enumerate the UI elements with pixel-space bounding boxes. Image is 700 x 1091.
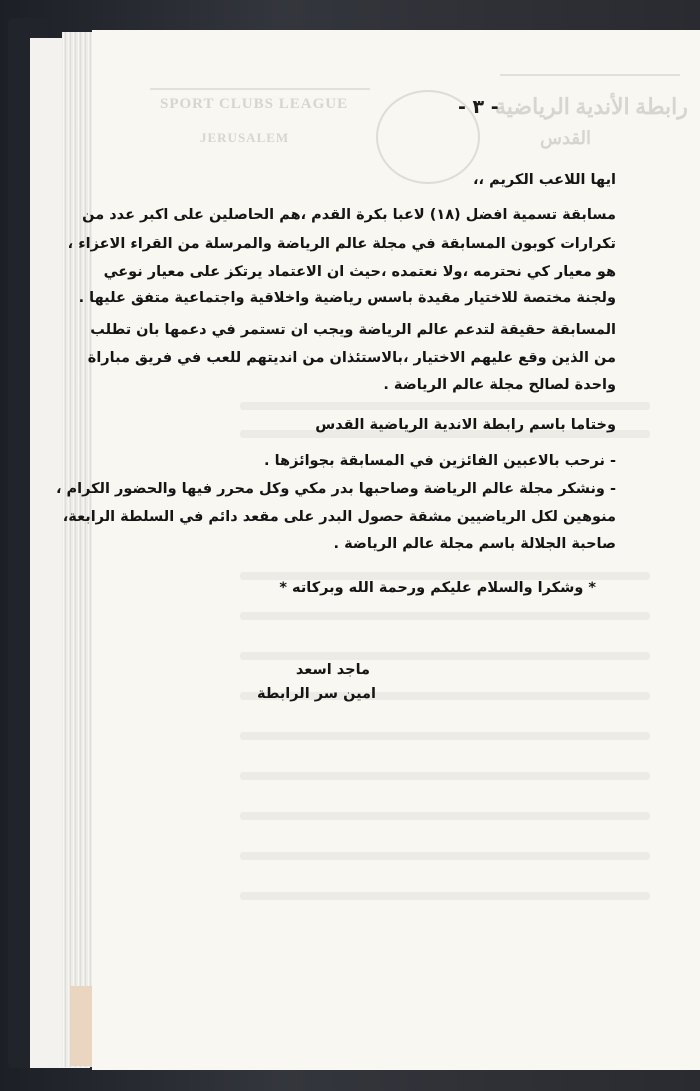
- paragraph-2-line-1: المسابقة حقيقة لتدعم عالم الرياضة ويجب ان تستمر في دعمها بان تطلب: [90, 322, 616, 338]
- ghost-text-line: [240, 652, 650, 660]
- salutation: ايها اللاعب الكريم ،،: [473, 172, 616, 188]
- paragraph-2-line-3: واحدة لصالح مجلة عالم الرياضة .: [383, 377, 616, 393]
- bullet-item: - نرحب بالاعبين الفائزين في المسابقة بجوائزها .: [264, 453, 616, 469]
- ghost-text-line: [240, 732, 650, 740]
- ghost-rule: [500, 74, 680, 76]
- closing-intro: وختاما باسم رابطة الاندية الرياضية القدس: [315, 417, 616, 433]
- ghost-text-line: [240, 572, 650, 580]
- bullet-item: - ونشكر مجلة عالم الرياضة وصاحبها بدر مكي وكل محرر فيها والحضور الكرام ،: [55, 481, 616, 497]
- ghost-text-line: [240, 772, 650, 780]
- paragraph-1-line-2: تكرارات كوبون المسابقة في مجلة عالم الرياضة والمرسلة من القراء الاعزاء ،: [67, 236, 616, 252]
- ghost-text-line: [240, 812, 650, 820]
- paragraph-1-line-1: مسابقة تسمية افضل (١٨) لاعبا بكرة القدم ،هم الحاصلين على اكبر عدد من: [82, 207, 616, 223]
- closing-thanks: * وشكرا والسلام عليكم ورحمة الله وبركاته *: [279, 580, 596, 596]
- page-number: - ٣ -: [458, 96, 499, 118]
- ghost-rule: [150, 88, 370, 90]
- ghost-text-line: [240, 852, 650, 860]
- ghost-letterhead-ar: رابطة الأندية الرياضية: [495, 94, 688, 119]
- paragraph-1-line-4: ولجنة مختصة للاختيار مقيدة باسس رياضية واخلاقية واجتماعية متفق عليها .: [78, 290, 616, 306]
- ghost-text-line: [240, 402, 650, 410]
- bullet-continuation-line: منوهين لكل الرياضيين مشقة حصول البدر على مقعد دائم في السلطة الرابعة،: [62, 509, 616, 525]
- signature-name: ماجد اسعد: [295, 662, 370, 678]
- bullet-continuation-line: صاحبة الجلالة باسم مجلة عالم الرياضة .: [333, 536, 616, 552]
- paragraph-1-line-3: هو معيار كي نحترمه ،ولا نعتمده ،حيث ان الاعتماد يرتكز على معيار نوعي: [103, 264, 616, 280]
- ghost-text-line: [240, 892, 650, 900]
- ghost-text-line: [240, 612, 650, 620]
- ghost-letterhead-en: SPORT CLUBS LEAGUE: [160, 96, 349, 112]
- ghost-city-en: JERUSALEM: [200, 130, 290, 145]
- ghost-city-ar: القدس: [540, 128, 592, 148]
- signature-title: امين سر الرابطة: [256, 686, 376, 702]
- paragraph-2-line-2: من الذين وقع عليهم الاختيار ،بالاستئذان من انديتهم للعب في فريق مباراة: [87, 350, 616, 366]
